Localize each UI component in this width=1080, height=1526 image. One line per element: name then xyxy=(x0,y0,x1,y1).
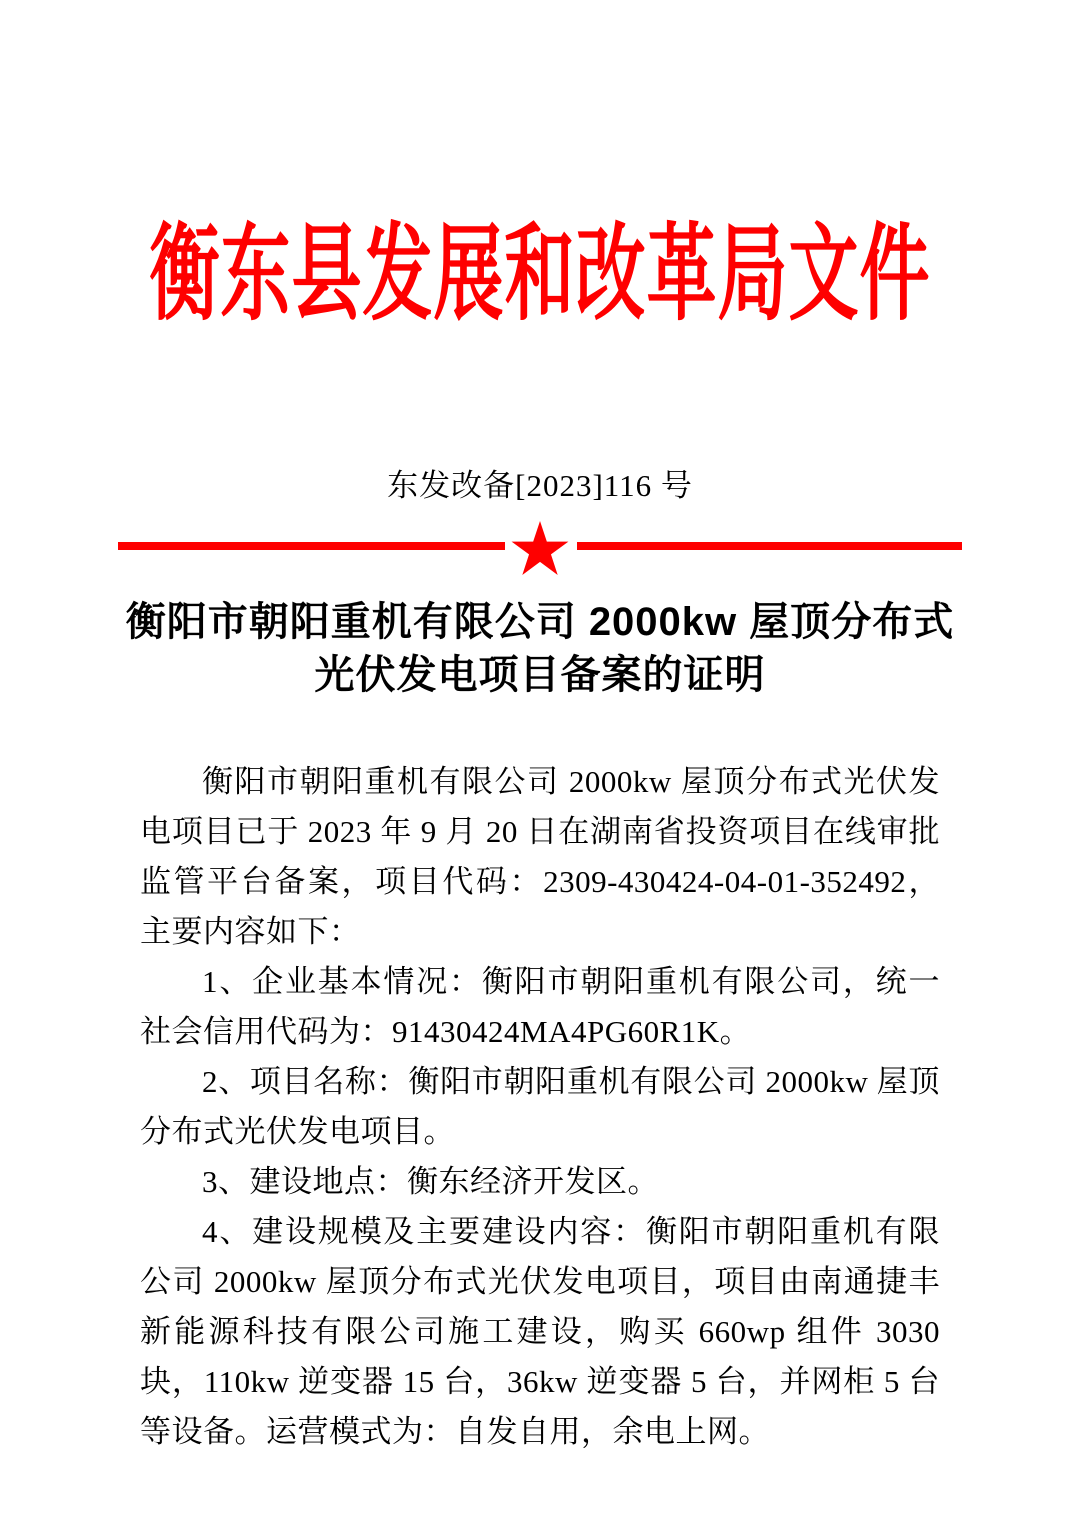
paragraph-item-2-project-name: 2、项目名称：衡阳市朝阳重机有限公司 2000kw 屋顶分布式光伏发电项目。 xyxy=(140,1064,940,1149)
document-title xyxy=(0,596,1080,702)
document-body xyxy=(140,757,940,1457)
paragraph-item-1-enterprise-info: 1、企业基本情况：衡阳市朝阳重机有限公司，统一社会信用代码为：91430424MA4PG60R1K。 xyxy=(140,964,940,1049)
red-star-icon xyxy=(511,521,569,579)
paragraph-item-4-construction-scale: 4、建设规模及主要建设内容：衡阳市朝阳重机有限公司 2000kw 屋顶分布式光伏发电项目，项目由南通捷丰新能源科技有限公司施工建设，购买 660wp 组件 3030 块，110kw 逆变器 15 台，36kw 逆变器 5 台，并网柜 5 台等设备。运营模式为：自发自用，余电上网。 xyxy=(140,1214,940,1449)
divider-line-left xyxy=(118,542,505,550)
paragraph-intro-registration: 衡阳市朝阳重机有限公司 2000kw 屋顶分布式光伏发电项目已于 2023 年 9 月 20 日在湖南省投资项目在线审批监管平台备案，项目代码：2309-430424-04-01-352492，主要内容如下： xyxy=(140,764,940,949)
letterhead-divider xyxy=(118,521,962,581)
document-title-line2: 光伏发电项目备案的证明 xyxy=(314,653,766,697)
paragraph-item-3-construction-site: 3、建设地点：衡东经济开发区。 xyxy=(202,1164,659,1199)
agency-letterhead-title: 衡东县发展和改革局文件 xyxy=(149,218,931,334)
divider-line-right xyxy=(577,542,962,550)
document-number: 东发改备[2023]116 号 xyxy=(387,468,693,503)
document-title-line1: 衡阳市朝阳重机有限公司 2000kw 屋顶分布式 xyxy=(125,600,955,644)
